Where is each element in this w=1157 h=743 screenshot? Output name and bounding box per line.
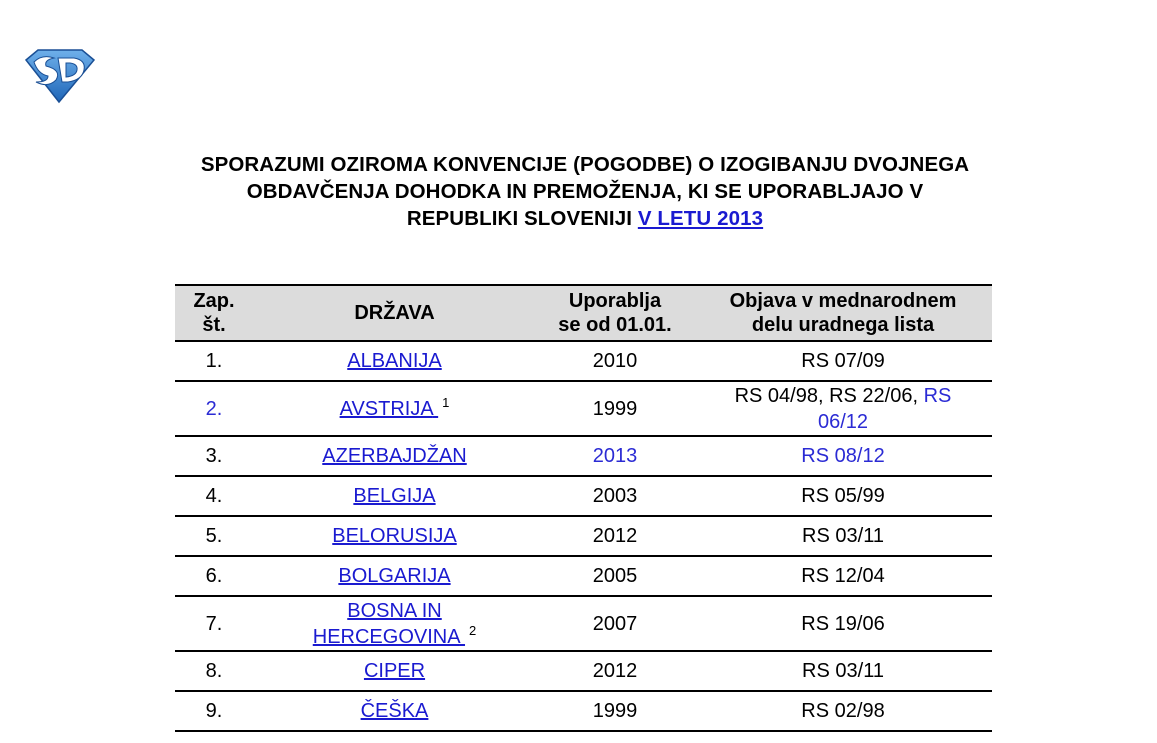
row-year: 2003	[536, 476, 694, 516]
row-num: 1.	[175, 341, 253, 381]
year-link[interactable]: V LETU 2013	[637, 207, 764, 230]
country-link[interactable]: BELORUSIJA	[332, 525, 457, 547]
row-year: 1999	[536, 691, 694, 731]
table-header-row	[175, 285, 992, 341]
row-publication: RS 03/11	[694, 651, 992, 691]
row-num: 9.	[175, 691, 253, 731]
table-row	[175, 651, 992, 691]
row-publication: RS 19/06	[694, 596, 992, 651]
table-row	[175, 436, 992, 476]
table-row	[175, 476, 992, 516]
row-publication: RS 02/98	[694, 691, 992, 731]
country-link[interactable]: ALBANIJA	[347, 350, 442, 372]
row-publication: RS 05/99	[694, 476, 992, 516]
header-num: Zap. št.	[175, 285, 253, 341]
country-link[interactable]: AVSTRIJA	[339, 397, 433, 420]
row-num: 5.	[175, 516, 253, 556]
row-publication: RS 08/12	[694, 436, 992, 476]
title-line-3	[100, 205, 1070, 232]
country-link-line1[interactable]: BOSNA IN	[347, 599, 442, 622]
country-link-line2[interactable]: HERCEGOVINA	[312, 625, 460, 648]
footnote-marker: 1	[442, 394, 450, 410]
country-link[interactable]: ČEŠKA	[360, 700, 429, 722]
row-year: 2007	[536, 596, 694, 651]
table-row	[175, 556, 992, 596]
table-row	[175, 381, 992, 436]
row-num: 8.	[175, 651, 253, 691]
sd-logo-icon	[22, 48, 96, 104]
row-publication: RS 04/98, RS 22/06, RS 06/12	[694, 381, 992, 436]
header-applies-from: Uporablja se od 01.01.	[536, 285, 694, 341]
row-year: 2010	[536, 341, 694, 381]
row-publication: RS 07/09	[694, 341, 992, 381]
footnote-marker: 2	[469, 622, 477, 638]
row-year: 2005	[536, 556, 694, 596]
row-num: 4.	[175, 476, 253, 516]
country-link[interactable]: CIPER	[363, 660, 426, 682]
row-year: 2012	[536, 516, 694, 556]
table-row	[175, 596, 992, 651]
header-country: DRŽAVA	[253, 285, 536, 341]
table-row	[175, 341, 992, 381]
page-title	[100, 151, 1070, 232]
table-row	[175, 691, 992, 731]
row-num: 7.	[175, 596, 253, 651]
country-link[interactable]: BOLGARIJA	[338, 565, 451, 587]
country-link[interactable]: BELGIJA	[353, 485, 436, 507]
row-num: 3.	[175, 436, 253, 476]
row-year: 2013	[536, 436, 694, 476]
table-row	[175, 516, 992, 556]
row-publication: RS 03/11	[694, 516, 992, 556]
conventions-table	[175, 284, 992, 732]
row-num: 6.	[175, 556, 253, 596]
country-link[interactable]: AZERBAJDŽAN	[322, 445, 467, 467]
row-publication: RS 12/04	[694, 556, 992, 596]
row-year: 1999	[536, 381, 694, 436]
row-num: 2.	[175, 381, 253, 436]
title-line-1: SPORAZUMI OZIROMA KONVENCIJE (POGODBE) O IZOGIBANJU DVOJNEGA	[200, 153, 970, 176]
header-publication: Objava v mednarodnem delu uradnega lista	[694, 285, 992, 341]
title-line-2: OBDAVČENJA DOHODKA IN PREMOŽENJA, KI SE UPORABLJAJO V	[246, 180, 924, 203]
title-line-3-text: REPUBLIKI SLOVENIJI	[406, 207, 633, 230]
row-year: 2012	[536, 651, 694, 691]
